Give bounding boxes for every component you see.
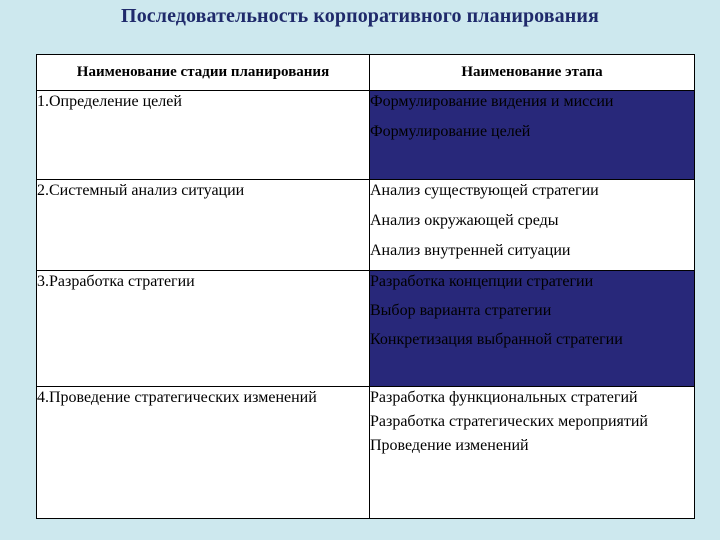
phase-item: Анализ внутренней ситуации — [370, 242, 571, 259]
stage-cell: 1.Определение целей — [37, 91, 370, 180]
phase-item: Анализ окружающей среды — [370, 212, 559, 229]
phase-cell — [370, 271, 695, 387]
table-row — [37, 91, 695, 180]
phase-item: Конкретизация выбранной стратегии — [370, 331, 623, 348]
table-row — [37, 180, 695, 271]
column-header-stage: Наименование стадии планирования — [37, 55, 370, 91]
phase-item: Проведение изменений — [370, 437, 529, 454]
phase-item: Разработка функциональных стратегий — [370, 389, 638, 406]
page-title: Последовательность корпоративного планирования — [121, 5, 599, 27]
phase-cell — [370, 387, 695, 519]
phase-item: Анализ существующей стратегии — [370, 182, 599, 199]
stage-cell: 3.Разработка стратегии — [37, 271, 370, 387]
stage-cell: 4.Проведение стратегических изменений — [37, 387, 370, 519]
planning-table — [36, 54, 695, 519]
table-row — [37, 387, 695, 519]
phase-cell — [370, 91, 695, 180]
table-row — [37, 271, 695, 387]
table-header-row — [37, 55, 695, 91]
phase-item: Разработка стратегических мероприятий — [370, 413, 648, 430]
column-header-phase: Наименование этапа — [370, 55, 695, 91]
phase-item: Формулирование видения и миссии — [370, 93, 614, 110]
phase-item: Выбор варианта стратегии — [370, 302, 552, 319]
phase-item: Разработка концепции стратегии — [370, 273, 594, 290]
stage-cell: 2.Системный анализ ситуации — [37, 180, 370, 271]
phase-item: Формулирование целей — [370, 123, 531, 140]
phase-cell — [370, 180, 695, 271]
